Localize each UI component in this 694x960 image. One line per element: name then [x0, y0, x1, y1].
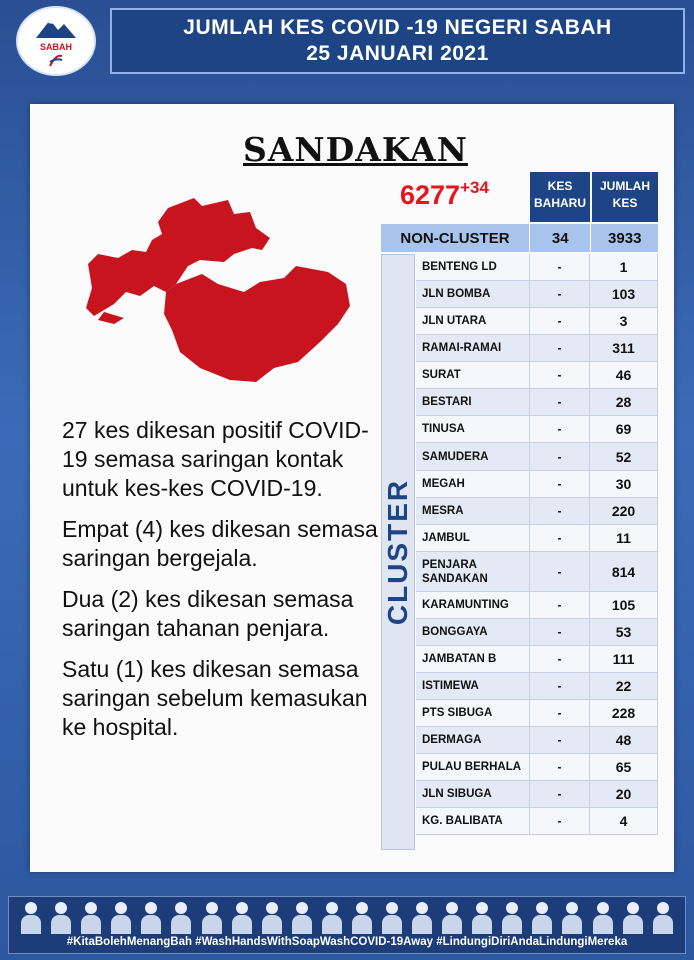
mountain-icon: [36, 16, 76, 40]
cluster-name: SURAT: [416, 362, 530, 388]
cluster-name: BENTENG LD: [416, 254, 530, 280]
district-title: SANDAKAN: [243, 130, 468, 169]
non-cluster-label: NON-CLUSTER: [381, 224, 530, 252]
frontliner-figure-icon: [411, 902, 433, 934]
cluster-new-cases: -: [530, 646, 590, 672]
cluster-name: PTS SIBUGA: [416, 700, 530, 726]
footer-hashtags: #KitaBolehMenangBah #WashHandsWithSoapWashCOVID-19Away #LindungiDiriAndaLindungiMereka: [66, 936, 628, 948]
description-paragraph: Empat (4) kes dikesan semasa saringan bergejala.: [62, 516, 378, 571]
new-count: +34: [460, 178, 489, 197]
cluster-new-cases: -: [530, 700, 590, 726]
table-row: [416, 552, 658, 592]
cluster-total-cases: 228: [590, 700, 658, 726]
frontliner-figure-icon: [622, 902, 644, 934]
cluster-new-cases: -: [530, 416, 590, 442]
table-row: [416, 700, 658, 727]
description-paragraph: Dua (2) kes dikesan semasa saringan tahanan penjara.: [62, 586, 354, 641]
cluster-name: ISTIMEWA: [416, 673, 530, 699]
cluster-name: KARAMUNTING: [416, 592, 530, 618]
cluster-total-cases: 69: [590, 416, 658, 442]
frontliner-figure-icon: [201, 902, 223, 934]
cluster-total-cases: 1: [590, 254, 658, 280]
table-row: [416, 673, 658, 700]
cumulative-count: 6277: [400, 180, 461, 210]
table-row: [416, 646, 658, 673]
cluster-total-cases: 103: [590, 281, 658, 307]
table-row: [416, 471, 658, 498]
table-row: [416, 781, 658, 808]
cluster-total-cases: 111: [590, 646, 658, 672]
table-row: [416, 416, 658, 443]
description-paragraph: Satu (1) kes dikesan semasa saringan sebelum kemasukan ke hospital.: [62, 656, 368, 740]
cluster-table: [416, 254, 658, 835]
cluster-new-cases: -: [530, 592, 590, 618]
cluster-name: BONGGAYA: [416, 619, 530, 645]
table-row: [416, 281, 658, 308]
table-row: [416, 525, 658, 552]
frontliner-figure-icon: [321, 902, 343, 934]
cluster-name: TINUSA: [416, 416, 530, 442]
cluster-new-cases: -: [530, 308, 590, 334]
table-row: [416, 308, 658, 335]
cluster-total-cases: 52: [590, 443, 658, 470]
frontliner-figure-icon: [50, 902, 72, 934]
cluster-new-cases: -: [530, 552, 590, 591]
table-row: [416, 389, 658, 416]
frontliner-figure-icon: [531, 902, 553, 934]
cluster-new-cases: -: [530, 727, 590, 753]
frontliner-figure-icon: [80, 902, 102, 934]
page-date: 25 JANUARI 2021: [306, 42, 489, 65]
frontliner-figure-icon: [501, 902, 523, 934]
frontliner-figure-icon: [381, 902, 403, 934]
cluster-total-cases: 30: [590, 471, 658, 497]
col-header-total-cases: JUMLAH KES: [592, 172, 658, 222]
frontliner-figures: [16, 898, 678, 934]
frontliner-figure-icon: [231, 902, 253, 934]
cluster-new-cases: -: [530, 808, 590, 834]
table-row: [416, 808, 658, 835]
cluster-label: CLUSTER: [382, 478, 414, 626]
cluster-new-cases: -: [530, 781, 590, 807]
table-row: [416, 498, 658, 525]
table-row: [416, 362, 658, 389]
case-description: [62, 416, 382, 754]
frontliner-figure-icon: [20, 902, 42, 934]
cluster-name: RAMAI-RAMAI: [416, 335, 530, 361]
table-row: [416, 619, 658, 646]
cluster-new-cases: -: [530, 443, 590, 470]
page-title: JUMLAH KES COVID -19 NEGERI SABAH: [183, 16, 612, 39]
cluster-name: SAMUDERA: [416, 443, 530, 470]
table-row: [416, 754, 658, 781]
cluster-name: JAMBATAN B: [416, 646, 530, 672]
cluster-new-cases: -: [530, 673, 590, 699]
table-row: [416, 727, 658, 754]
cluster-total-cases: 20: [590, 781, 658, 807]
sabah-logo: [16, 6, 96, 76]
cluster-name: KG. BALIBATA: [416, 808, 530, 834]
cluster-name: MEGAH: [416, 471, 530, 497]
cluster-name: DERMAGA: [416, 727, 530, 753]
cluster-new-cases: -: [530, 362, 590, 388]
cluster-total-cases: 22: [590, 673, 658, 699]
cluster-total-cases: 3: [590, 308, 658, 334]
cluster-name: MESRA: [416, 498, 530, 524]
cluster-total-cases: 11: [590, 525, 658, 551]
logo-swoosh-icon: [48, 54, 64, 68]
cluster-name: BESTARI: [416, 389, 530, 415]
cluster-name: JAMBUL: [416, 525, 530, 551]
cluster-new-cases: -: [530, 281, 590, 307]
cluster-total-cases: 53: [590, 619, 658, 645]
cluster-total-cases: 220: [590, 498, 658, 524]
frontliner-figure-icon: [351, 902, 373, 934]
frontliner-figure-icon: [110, 902, 132, 934]
cluster-new-cases: -: [530, 254, 590, 280]
table-row: [416, 254, 658, 281]
non-cluster-new: 34: [530, 224, 592, 252]
cluster-total-cases: 65: [590, 754, 658, 780]
cluster-name: PULAU BERHALA: [416, 754, 530, 780]
cluster-total-cases: 28: [590, 389, 658, 415]
col-header-new-cases: KES BAHARU: [530, 172, 590, 222]
total-cases: [400, 180, 489, 211]
cluster-new-cases: -: [530, 335, 590, 361]
cluster-total-cases: 46: [590, 362, 658, 388]
logo-text: SABAH: [39, 42, 72, 52]
cluster-new-cases: -: [530, 498, 590, 524]
frontliner-figure-icon: [561, 902, 583, 934]
non-cluster-total: 3933: [608, 229, 642, 247]
frontliner-figure-icon: [170, 902, 192, 934]
cluster-total-cases: 814: [590, 552, 658, 591]
cluster-name: JLN BOMBA: [416, 281, 530, 307]
cluster-total-cases: 311: [590, 335, 658, 361]
cluster-label-wrap: [381, 254, 415, 850]
non-cluster-row: [381, 224, 658, 252]
cluster-name: JLN SIBUGA: [416, 781, 530, 807]
title-banner: [110, 8, 685, 74]
frontliner-figure-icon: [140, 902, 162, 934]
cluster-name: PENJARA SANDAKAN: [416, 552, 530, 591]
cluster-total-cases: 4: [590, 808, 658, 834]
table-row: [416, 335, 658, 362]
cluster-name: JLN UTARA: [416, 308, 530, 334]
cluster-total-cases: 48: [590, 727, 658, 753]
cluster-total-cases: 105: [590, 592, 658, 618]
frontliner-figure-icon: [592, 902, 614, 934]
cluster-new-cases: -: [530, 389, 590, 415]
frontliner-figure-icon: [652, 902, 674, 934]
sandakan-map: [84, 192, 356, 388]
table-row: [416, 592, 658, 619]
frontliner-figure-icon: [291, 902, 313, 934]
cluster-new-cases: -: [530, 619, 590, 645]
cluster-new-cases: -: [530, 754, 590, 780]
frontliner-figure-icon: [471, 902, 493, 934]
table-row: [416, 443, 658, 471]
cluster-new-cases: -: [530, 471, 590, 497]
frontliner-figure-icon: [441, 902, 463, 934]
description-paragraph: 27 kes dikesan positif COVID-19 semasa saringan kontak untuk kes-kes COVID-19.: [62, 417, 369, 501]
frontliner-figure-icon: [261, 902, 283, 934]
cluster-new-cases: -: [530, 525, 590, 551]
